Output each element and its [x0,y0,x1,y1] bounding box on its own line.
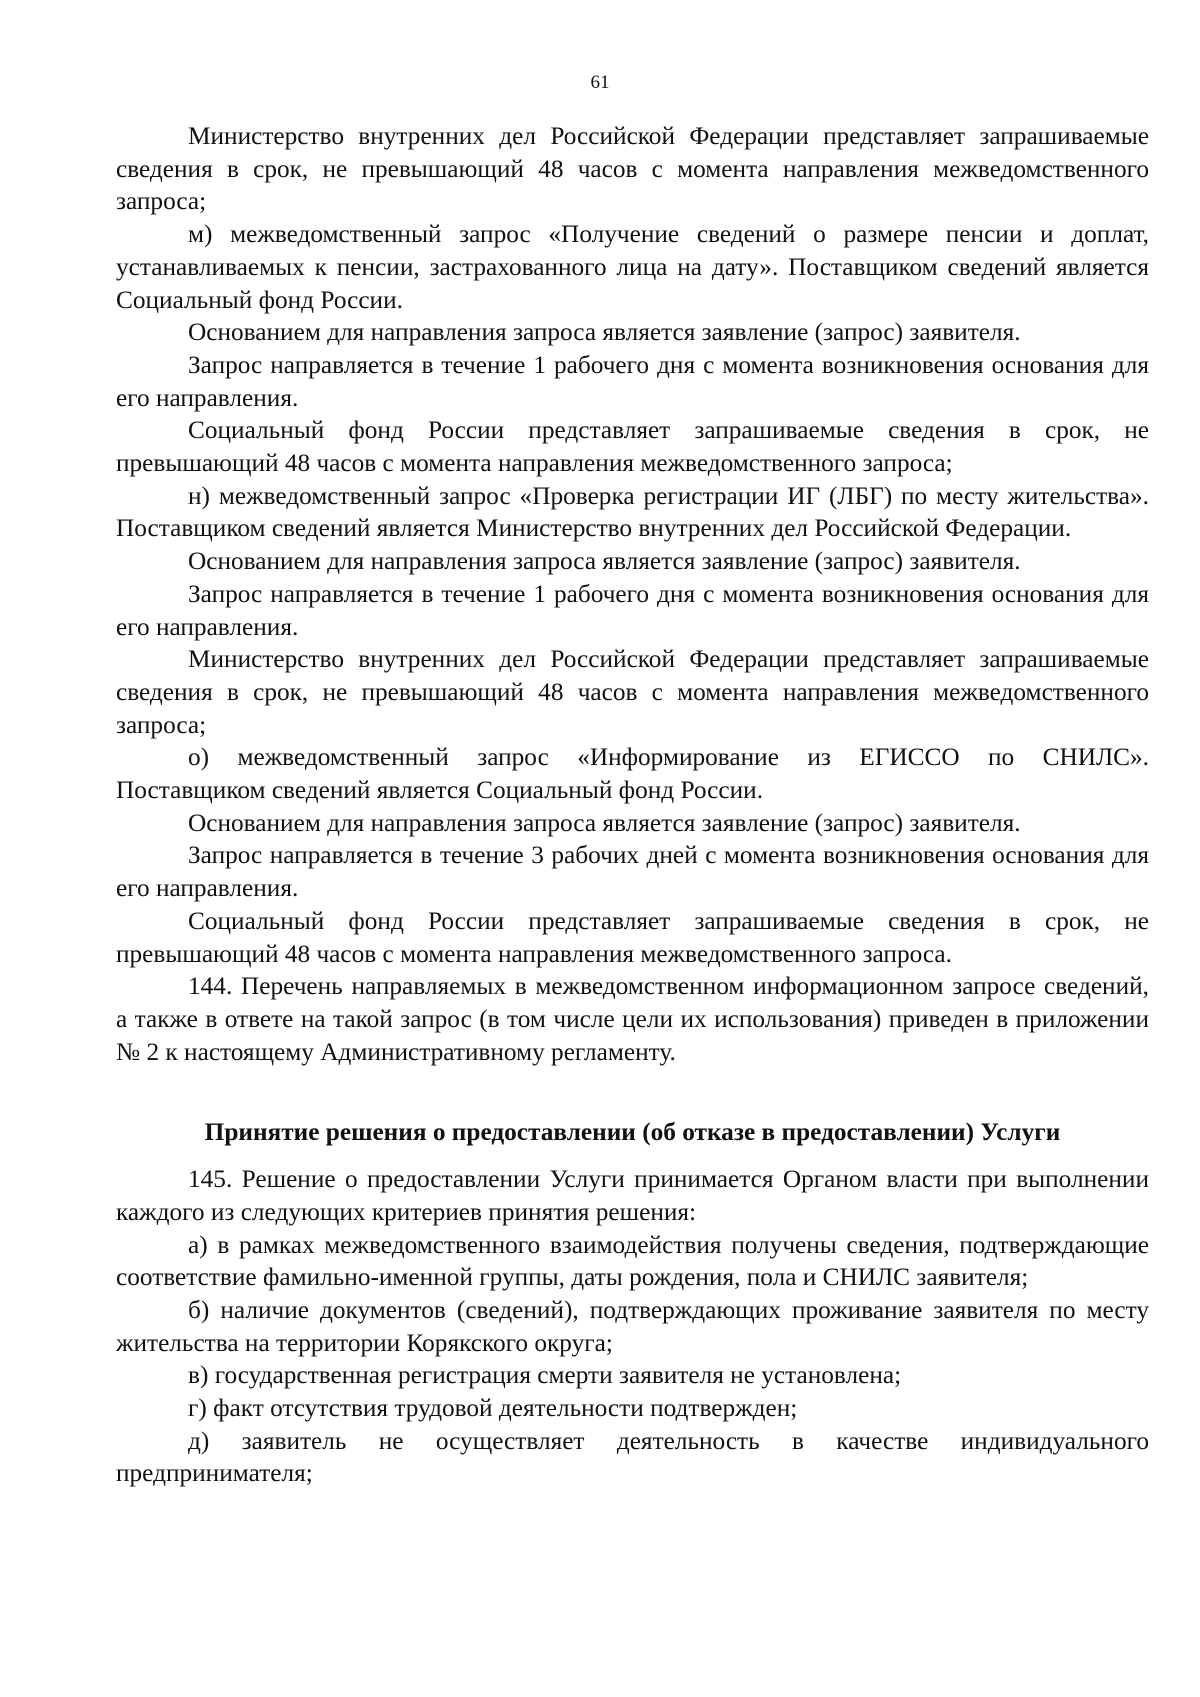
paragraph: а) в рамках межведомственного взаимодействия получены сведения, подтверждающие соответствие фамильно-именной группы, даты рождения, пола и СНИЛС заявителя; [116,1230,1149,1292]
paragraph: б) наличие документов (сведений), подтверждающих проживание заявителя по месту жительства на территории Корякского округа; [116,1295,1149,1357]
paragraph: м) межведомственный запрос «Получение сведений о размере пенсии и доплат, устанавливаемых к пенсии, застрахованного лица на дату». Поставщиком сведений является Социальный фонд России. [116,220,1149,314]
paragraph: Основанием для направления запроса является заявление (запрос) заявителя. [188,318,1021,347]
paragraph: Запрос направляется в течение 1 рабочего дня с момента возникновения основания для его направления. [116,579,1149,641]
paragraph: Запрос направляется в течение 3 рабочих дней с момента возникновения основания для его направления. [116,841,1149,903]
paragraph: г) факт отсутствия трудовой деятельности подтвержден; [188,1394,798,1423]
section-heading: Принятие решения о предоставлении (об отказе в предоставлении) Услуги [204,1118,1061,1147]
paragraph: Министерство внутренних дел Российской Федерации представляет запрашиваемые сведения в срок, не превышающий 48 часов с момента направления межведомственного запроса; [116,645,1149,739]
page-number: 61 [590,72,610,93]
paragraph: Основанием для направления запроса является заявление (запрос) заявителя. [188,808,1021,837]
paragraph: Социальный фонд России представляет запрашиваемые сведения в срок, не превышающий 48 часов с момента направления межведомственного запроса. [116,906,1149,968]
paragraph: о) межведомственный запрос «Информирование из ЕГИССО по СНИЛС». Поставщиком сведений является Социальный фонд России. [116,743,1149,805]
paragraph: Запрос направляется в течение 1 рабочего дня с момента возникновения основания для его направления. [116,350,1149,412]
paragraph: 144. Перечень направляемых в межведомственном информационном запросе сведений, а также в ответе на такой запрос (в том числе цели их использования) приведен в приложении № 2 к настоящему Административному регламенту. [116,972,1149,1066]
paragraph: Социальный фонд России представляет запрашиваемые сведения в срок, не превышающий 48 часов с момента направления межведомственного запроса; [116,416,1149,478]
paragraph: Министерство внутренних дел Российской Федерации представляет запрашиваемые сведения в срок, не превышающий 48 часов с момента направления межведомственного запроса; [116,122,1149,216]
paragraph: 145. Решение о предоставлении Услуги принимается Органом власти при выполнении каждого из следующих критериев принятия решения: [116,1165,1149,1226]
document-body [116,120,1149,1490]
paragraph: н) межведомственный запрос «Проверка регистрации ИГ (ЛБГ) по месту жительства». Поставщиком сведений является Министерство внутренних дел Российской Федерации. [116,481,1149,543]
paragraph: д) заявитель не осуществляет деятельность в качестве индивидуального предпринимателя; [116,1426,1149,1488]
paragraph: Основанием для направления запроса является заявление (запрос) заявителя. [188,547,1021,576]
paragraph: в) государственная регистрация смерти заявителя не установлена; [188,1361,902,1390]
